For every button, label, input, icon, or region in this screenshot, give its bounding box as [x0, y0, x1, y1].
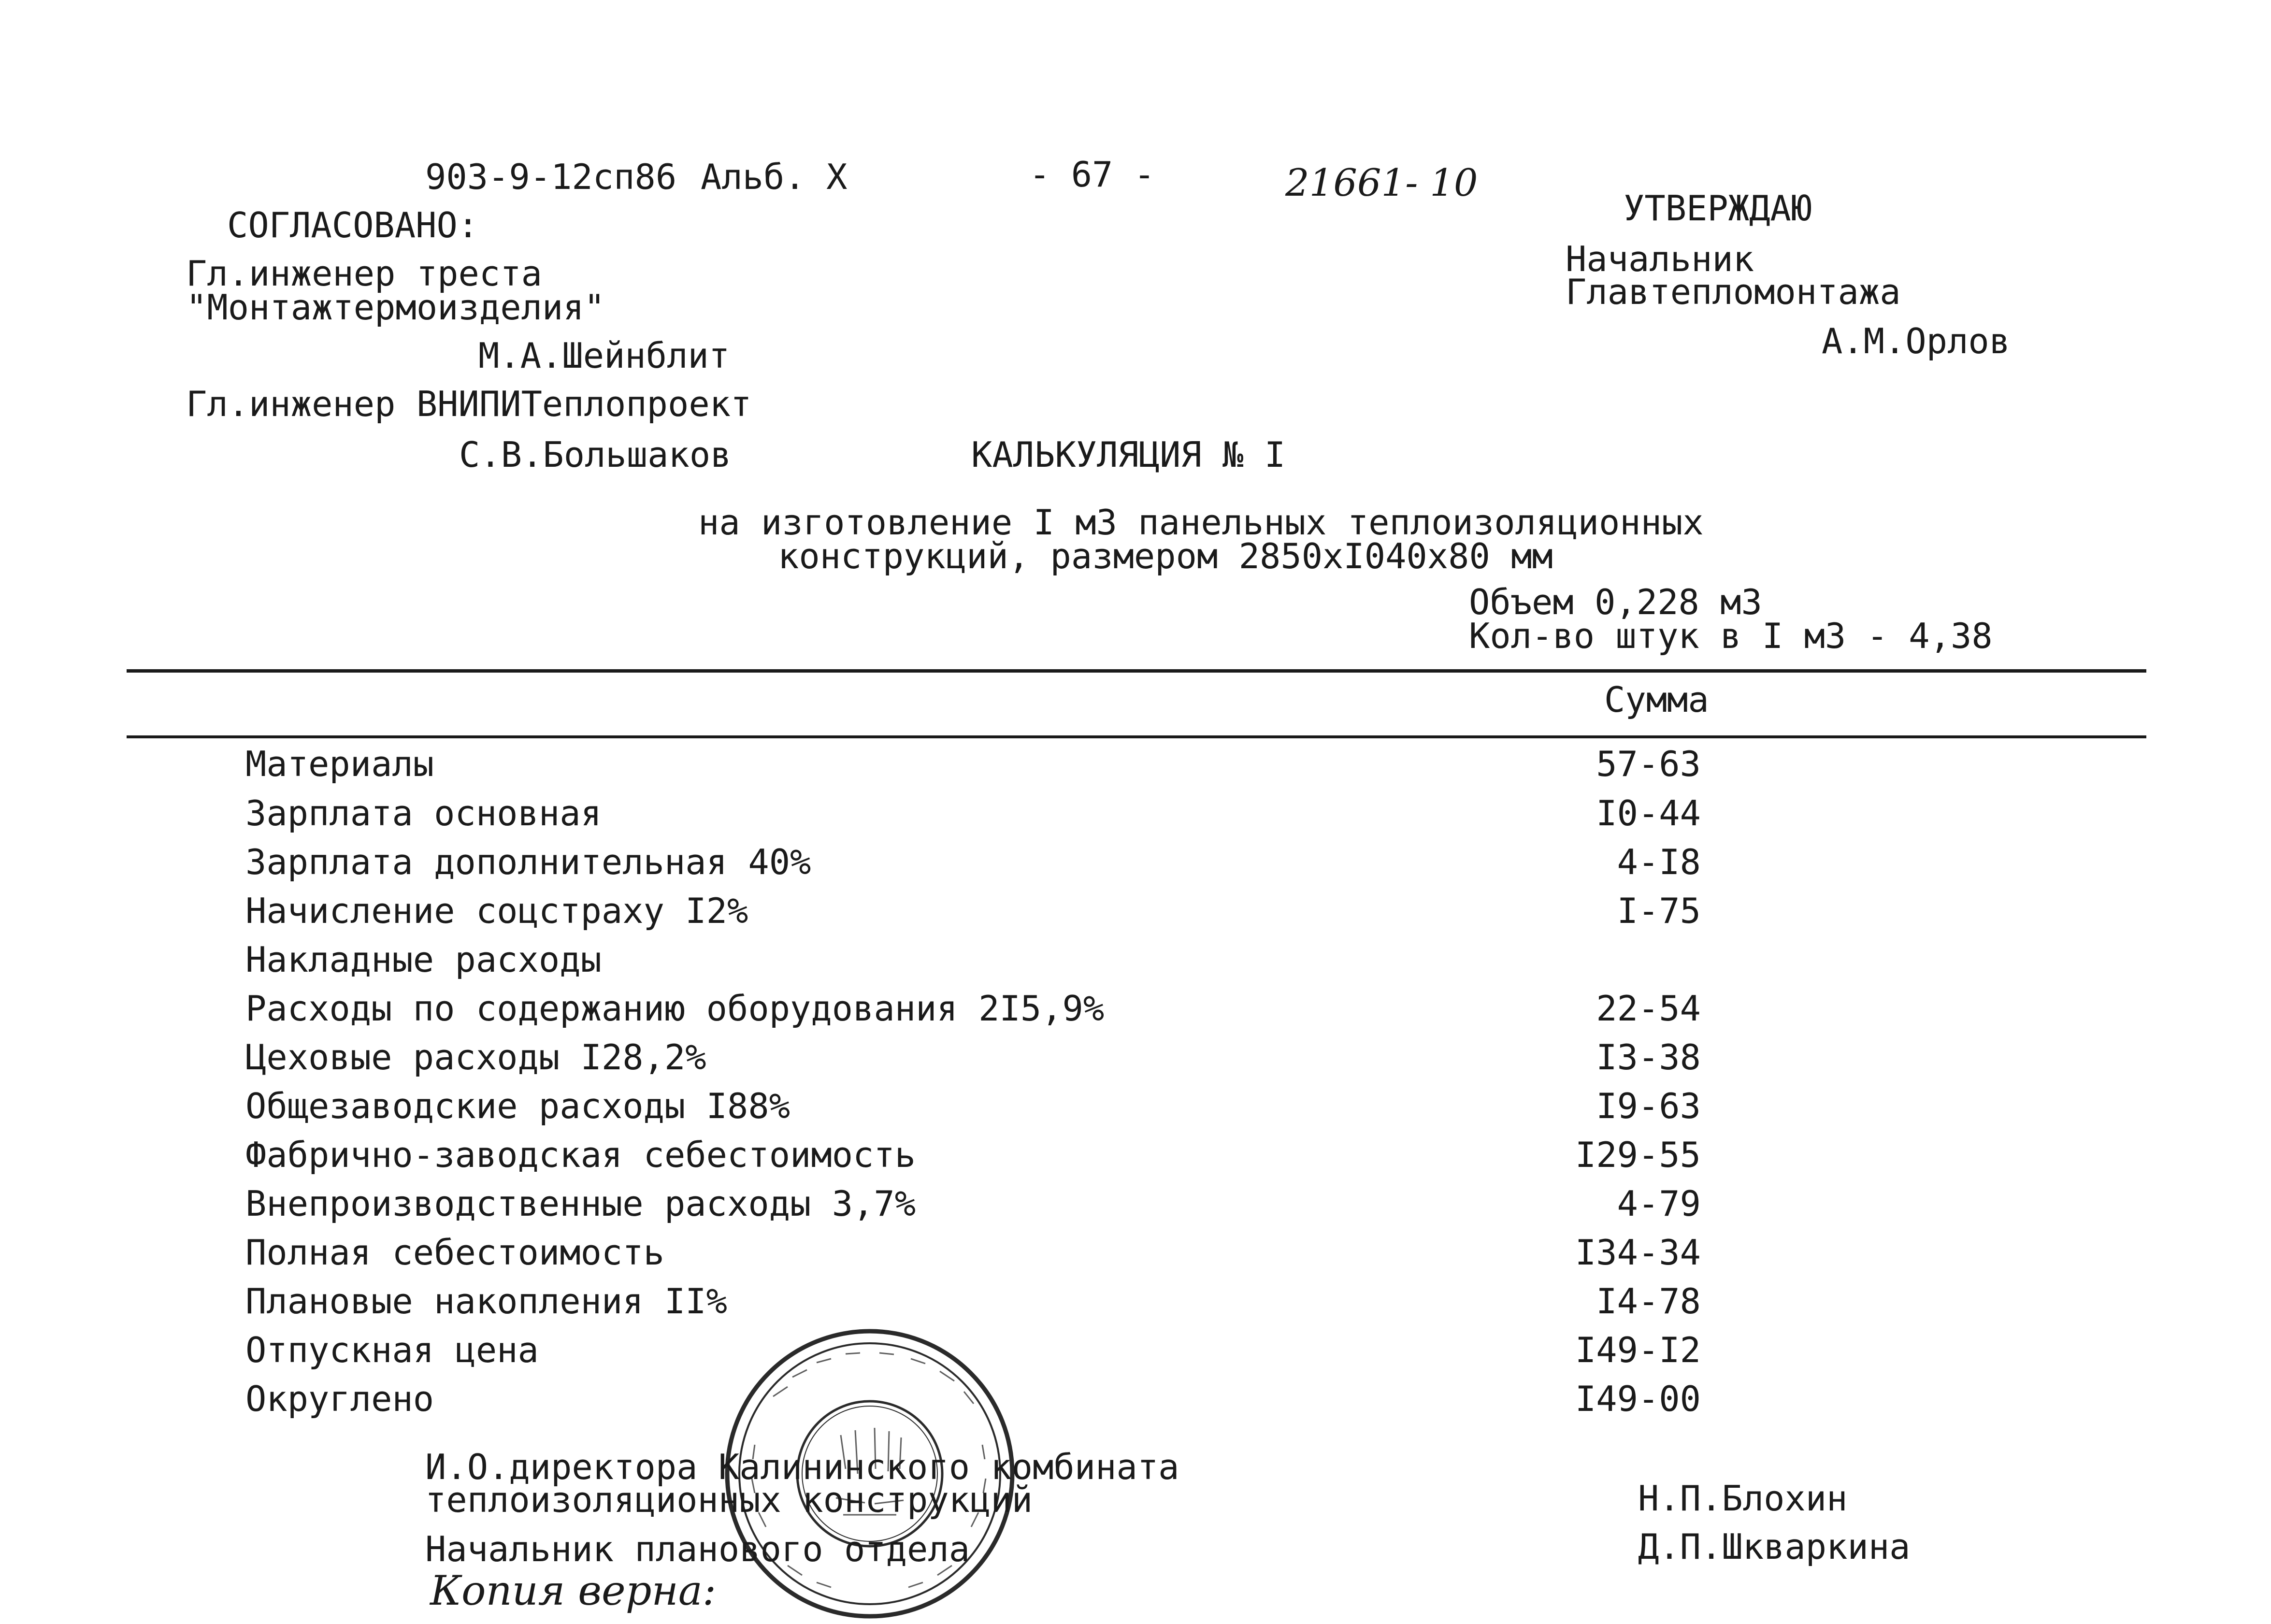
agreed-signer1: М.А.Шейнблит: [478, 335, 730, 376]
row-value-materials: 57-63: [1596, 744, 1701, 784]
row-label-factory-cost: Фабрично-заводская себестоимость: [245, 1135, 916, 1175]
row-value-shop-costs: I3-38: [1596, 1037, 1701, 1078]
approve-line1: Начальник: [1566, 239, 1754, 279]
row-label-base-salary: Зарплата основная: [245, 793, 602, 834]
approve-signer: А.М.Орлов: [1822, 321, 2011, 361]
row-label-planned-profit: Плановые накопления II%: [245, 1281, 727, 1322]
page-number: - 67 -: [1029, 154, 1155, 195]
row-label-plant-costs: Общезаводские расходы I88%: [245, 1086, 791, 1126]
row-label-equipment-costs: Расходы по содержанию оборудования 2I5,9%: [245, 988, 1105, 1029]
row-label-rounded: Округлено: [245, 1379, 434, 1419]
row-value-factory-cost: I29-55: [1575, 1135, 1701, 1175]
agreed-title: СОГЛАСОВАНО:: [227, 205, 479, 245]
footer-line2: теплоизоляционных конструкций: [425, 1480, 1033, 1520]
column-header-sum: Сумма: [1604, 679, 1709, 720]
approve-line2: Главтепломонтажа: [1566, 272, 1901, 312]
row-value-social-insurance: I-75: [1617, 891, 1701, 931]
calc-title: КАЛЬКУЛЯЦИЯ № I: [971, 434, 1286, 475]
row-value-extra-salary: 4-I8: [1617, 842, 1701, 882]
handwritten-copy-note: Копия верна:: [430, 1567, 717, 1614]
row-value-nonproduction-costs: 4-79: [1617, 1183, 1701, 1224]
row-label-overhead: Накладные расходы: [245, 939, 602, 980]
row-value-planned-profit: I4-78: [1596, 1281, 1701, 1322]
row-label-materials: Материалы: [245, 744, 434, 784]
footer-line1: И.О.директора Калининского комбината: [425, 1447, 1179, 1487]
table-top-rule: [127, 669, 2146, 673]
row-label-extra-salary: Зарплата дополнительная 40%: [245, 842, 811, 882]
row-value-base-salary: I0-44: [1596, 793, 1701, 834]
row-label-selling-price: Отпускная цена: [245, 1330, 539, 1370]
handwritten-number: 21661- 10: [1285, 161, 1478, 205]
row-label-social-insurance: Начисление соцстраху I2%: [245, 891, 748, 931]
agreed-signer2: С.В.Большаков: [459, 434, 732, 475]
row-value-selling-price: I49-I2: [1575, 1330, 1701, 1370]
approve-title: УТВЕРЖДАЮ: [1624, 188, 1812, 229]
row-value-rounded: I49-00: [1575, 1379, 1701, 1419]
footer-signer1: Н.П.Блохин: [1638, 1478, 1848, 1519]
calc-volume: Объем 0,228 м3: [1469, 582, 1762, 622]
row-label-shop-costs: Цеховые расходы I28,2%: [245, 1037, 706, 1078]
agreed-line2: "Монтажтермоизделия": [186, 287, 605, 328]
calc-subtitle1: на изготовление I м3 панельных теплоизоляционных: [698, 502, 1704, 543]
footer-signer2: Д.П.Шкваркина: [1638, 1526, 1911, 1567]
agreed-line3: Гл.инженер ВНИПИТеплопроект: [186, 384, 752, 424]
album-label: Альб. X: [701, 157, 848, 197]
row-value-plant-costs: I9-63: [1596, 1086, 1701, 1126]
footer-line3: Начальник планового отдела: [425, 1529, 970, 1569]
row-value-equipment-costs: 22-54: [1596, 988, 1701, 1029]
row-value-full-cost: I34-34: [1575, 1232, 1701, 1273]
doc-code: 903-9-12сп86: [425, 157, 677, 197]
calc-count: Кол-во штук в I м3 - 4,38: [1469, 616, 1993, 656]
row-label-full-cost: Полная себестоимость: [245, 1232, 664, 1273]
table-header-rule: [127, 735, 2146, 738]
calc-subtitle2: конструкций, размером 2850хI040х80 мм: [778, 536, 1553, 576]
row-label-nonproduction-costs: Внепроизводственные расходы 3,7%: [245, 1183, 916, 1224]
agreed-line1: Гл.инженер треста: [186, 253, 542, 294]
